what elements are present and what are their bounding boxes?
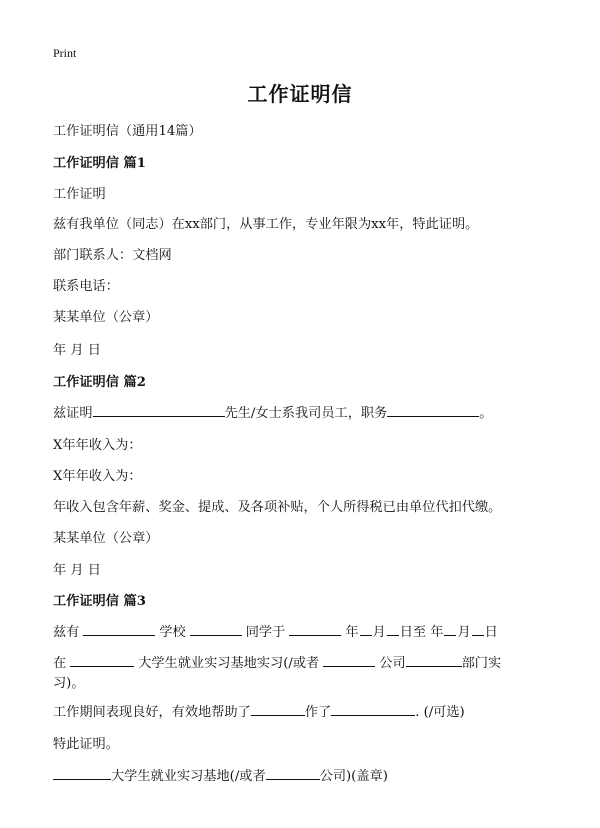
s3-l2-b: 大学生就业实习基地实习(/或者 xyxy=(138,656,320,671)
blank-base-seal[interactable] xyxy=(53,767,111,780)
section1-line4: 联系电话： xyxy=(53,279,119,294)
section3-heading: 工作证明信 篇3 xyxy=(53,594,146,609)
blank-day-end[interactable] xyxy=(472,623,484,636)
s3-l1-d: 年 xyxy=(345,625,359,640)
blank-school[interactable] xyxy=(83,623,155,636)
blank-day-start[interactable] xyxy=(387,623,399,636)
print-label[interactable]: Print xyxy=(53,46,77,60)
blank-company-seal[interactable] xyxy=(266,767,320,780)
blank-work[interactable] xyxy=(331,703,415,716)
section2-line1 xyxy=(53,402,492,421)
section3-line5: 特此证明。 xyxy=(53,737,119,752)
section3-line1 xyxy=(53,621,498,640)
s3-l1-g: 月 xyxy=(457,625,471,640)
section2-heading: 工作证明信 篇2 xyxy=(53,375,146,390)
blank-position[interactable] xyxy=(387,404,479,417)
s3-l6-a: 大学生就业实习基地(/或者 xyxy=(111,769,266,784)
section1-heading: 工作证明信 篇1 xyxy=(53,156,146,171)
section2-line5: 某某单位（公章） xyxy=(53,531,159,546)
s3-l1-a: 兹有 xyxy=(53,625,80,640)
s3-l4-b: 作了 xyxy=(304,705,332,720)
s3-l6-b: 公司)(盖章) xyxy=(319,769,388,784)
section2-line1-b: 先生/女士系我司员工，职务 xyxy=(224,406,388,421)
blank-university[interactable] xyxy=(70,654,134,667)
section2-line4: 年收入包含年薪、奖金、提成、及各项补贴，个人所得税已由单位代扣代缴。 xyxy=(53,500,502,515)
document-title: 工作证明信 xyxy=(247,82,353,106)
blank-helped[interactable] xyxy=(251,703,305,716)
section2-line3: X年年收入为： xyxy=(53,469,142,484)
section1-line2: 兹有我单位（同志）在xx部门，从事工作，专业年限为xx年，特此证明。 xyxy=(53,217,479,232)
s3-l1-h: 日 xyxy=(484,625,498,640)
section2-line2: X年年收入为： xyxy=(53,438,142,453)
section1-line5: 某某单位（公章） xyxy=(53,310,159,325)
section3-line2 xyxy=(53,652,501,671)
blank-company[interactable] xyxy=(323,654,375,667)
blank-year-start[interactable] xyxy=(289,623,341,636)
section1-line1: 工作证明 xyxy=(53,187,106,202)
section3-line6 xyxy=(53,765,388,784)
s3-l1-b: 学校 xyxy=(159,625,186,640)
blank-month-start[interactable] xyxy=(360,623,372,636)
s3-l1-f: 日至 年 xyxy=(399,625,444,640)
s3-l2-a: 在 xyxy=(53,656,67,671)
blank-month-end[interactable] xyxy=(444,623,456,636)
s3-l2-d: 部门实 xyxy=(461,656,502,671)
section1-line6: 年 月 日 xyxy=(53,343,101,358)
s3-l1-e: 月 xyxy=(372,625,386,640)
blank-department[interactable] xyxy=(406,654,462,667)
blank-name[interactable] xyxy=(93,404,225,417)
section2-line6: 年 月 日 xyxy=(53,563,101,578)
section2-line1-c: 。 xyxy=(479,406,493,421)
section2-line1-a: 兹证明 xyxy=(53,406,93,421)
s3-l2-c: 公司 xyxy=(379,656,406,671)
s3-l4-a: 工作期间表现良好，有效地帮助了 xyxy=(53,705,251,720)
blank-student[interactable] xyxy=(190,623,242,636)
s3-l1-c: 同学于 xyxy=(245,625,286,640)
s3-l4-c: . (/可选) xyxy=(415,705,465,720)
section3-line4 xyxy=(53,701,465,720)
section1-line3: 部门联系人：文档网 xyxy=(53,248,172,263)
section3-line3: 习)。 xyxy=(53,676,85,691)
document-subtitle: 工作证明信（通用14篇） xyxy=(53,124,202,139)
